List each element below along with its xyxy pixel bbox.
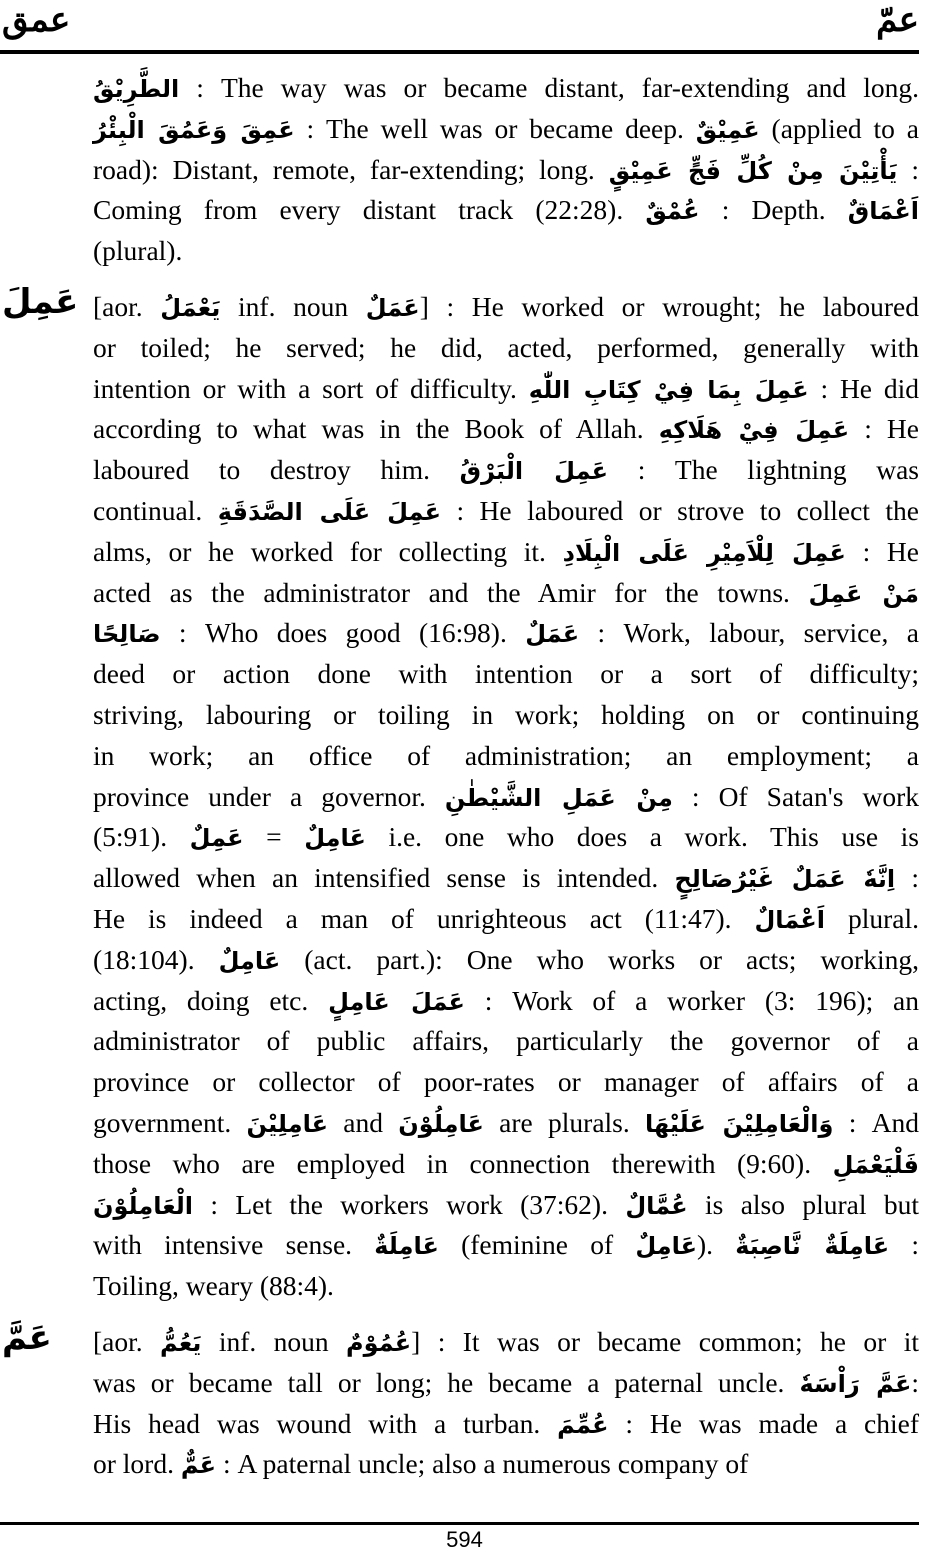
arabic-term: عَمِلٌ [189, 824, 244, 853]
english-text: ). [697, 1229, 736, 1261]
english-text: : He did [808, 372, 919, 404]
english-text: = [243, 821, 305, 853]
text-line [93, 899, 919, 940]
english-text: administrator of public affairs, particularly the governor of a [93, 1025, 919, 1057]
text-line [93, 409, 919, 450]
arabic-term: يَأْتِيْنَ مِنْ كُلِّ فَجٍّ عَمِيْقٍ [608, 156, 898, 185]
text-line [93, 940, 919, 981]
arabic-term: وَالْعَامِلِيْنَ عَلَيْهَا [645, 1109, 834, 1138]
arabic-term: عَمَلٌ [525, 620, 580, 649]
arabic-term: عَامِلٌ [635, 1232, 697, 1261]
text-line [93, 1444, 919, 1485]
english-text: inf. noun [201, 1326, 347, 1357]
text-line [93, 573, 919, 614]
text-line [93, 736, 919, 777]
arabic-term: عَامِلٌ [304, 824, 366, 853]
text-line [93, 981, 919, 1022]
arabic-term: صَالِحًا [93, 620, 161, 649]
text-line [93, 328, 919, 369]
text-line [93, 231, 919, 272]
english-text: Coming from every distant track (22:28). [93, 194, 646, 226]
arabic-term: الْعَامِلُوْنَ [93, 1191, 193, 1220]
text-line [93, 1021, 919, 1062]
english-text: allowed when an intensified sense is intended. [93, 862, 675, 894]
arabic-term: اَعْمَالٌ [754, 905, 826, 934]
text-line [93, 109, 919, 150]
arabic-term: عَمَلٌ [365, 294, 420, 322]
text-line [93, 695, 919, 736]
arabic-term: عَمِلَ بِمَا فِيْ كِتَابِ اللّٰهِ [528, 375, 809, 404]
arabic-term: عَمٌّ [180, 1451, 217, 1480]
top-rule [0, 50, 919, 54]
english-text: acted as the administrator and the Amir for the towns. [93, 576, 809, 608]
text-line [93, 1363, 919, 1404]
english-text: deed or action done with intention or a sort of difficulty; [93, 658, 919, 690]
bottom-rule [0, 1522, 919, 1525]
english-text: : Let the workers work (37:62). [192, 1188, 626, 1220]
english-text: intention or with a sort of difficulty. [93, 372, 529, 404]
text-line [93, 1225, 919, 1266]
text-line [93, 777, 919, 818]
english-text: ] : It was or became common; he or it [411, 1326, 919, 1357]
english-text: His head was wound with a turban. [93, 1407, 558, 1439]
english-text: : He [845, 535, 919, 567]
text-line [93, 150, 919, 191]
text-line [93, 613, 919, 654]
english-text: : Who does good (16:98). [160, 617, 526, 649]
english-text: (applied to a [759, 112, 919, 144]
headword-amma: عَمَّ [2, 1318, 52, 1358]
english-text: : [889, 1229, 919, 1261]
arabic-term: عَامِلُوْنَ [398, 1109, 484, 1138]
headword-amila: عَمِلَ [2, 282, 79, 322]
header-left-word: عمق [2, 2, 71, 39]
arabic-term: عَمِلَ لِلْاَمِيْرِ عَلَى الْبِلَادِ [562, 538, 846, 567]
arabic-term: عُمَّالٌ [625, 1191, 688, 1220]
arabic-term: عُمْقٌ [645, 197, 700, 226]
english-text: (5:91). [93, 821, 190, 853]
english-text: : [911, 1366, 919, 1398]
english-text: : Of Satan's work [672, 780, 919, 812]
english-text: those who are employed in connection therewith (9:60). [93, 1147, 833, 1179]
english-text: : And [833, 1106, 919, 1138]
english-text: plural. [825, 902, 919, 934]
english-text: He is indeed a man of unrighteous act (11:47). [93, 902, 755, 934]
text-line [93, 369, 919, 410]
english-text: with intensive sense. [93, 1229, 375, 1261]
arabic-term: عَمِلَ فِيْ هَلَاكِهِ [658, 416, 850, 445]
english-text: laboured to destroy him. [93, 454, 460, 486]
english-text: are plurals. [483, 1106, 646, 1138]
header-right-word: عمّ [876, 2, 919, 39]
arabic-term: عَامِلَةٌ [374, 1232, 439, 1261]
text-line [93, 654, 919, 695]
text-line [93, 68, 919, 109]
english-text: or toiled; he served; he did, acted, performed, generally with [93, 331, 919, 363]
arabic-term: عَامِلَةٌ نَّاصِبَةٌ [735, 1232, 890, 1261]
english-text: or lord. [93, 1448, 181, 1480]
english-text: ] : He worked or wrought; he laboured [419, 291, 919, 322]
text-line [93, 1144, 919, 1185]
arabic-term: عَمَلَ عَامِلٍ [328, 987, 465, 1016]
text-line [93, 532, 919, 573]
arabic-term: اَعْمَاقٌ [847, 197, 919, 226]
text-line [93, 1062, 919, 1103]
english-text: (18:104). [93, 943, 219, 975]
text-line [93, 1266, 919, 1307]
english-text: alms, or he worked for collecting it. [93, 535, 563, 567]
english-text: : [895, 862, 920, 894]
english-text: (feminine of [438, 1229, 636, 1261]
english-text: (act. part.): One who works or acts; working, [280, 943, 919, 975]
english-text: was or became tall or long; he became a paternal uncle. [93, 1366, 800, 1398]
arabic-term: يَعُمُّ [160, 1329, 202, 1357]
english-text: : Depth. [699, 194, 848, 226]
arabic-term: فَلْيَعْمَلِ [832, 1150, 919, 1179]
text-line [93, 1404, 919, 1445]
entry-amma [93, 1322, 919, 1485]
english-text: and [327, 1106, 399, 1138]
english-text: in work; an office of administration; an employment; a [93, 739, 919, 771]
english-text: (plural). [93, 235, 183, 267]
text-line [93, 817, 919, 858]
text-line [93, 1103, 919, 1144]
arabic-term: عَمِلَ عَلَى الصَّدَقَةِ [217, 497, 441, 526]
arabic-term: عَامِلِيْنَ [246, 1109, 328, 1138]
text-line [93, 858, 919, 899]
text-line [93, 1322, 919, 1363]
english-text: [aor. [93, 291, 161, 322]
english-text: : The well was or became deep. [294, 112, 696, 144]
english-text: i.e. one who does a work. This use is [365, 821, 920, 853]
text-line [93, 190, 919, 231]
text-line [93, 491, 919, 532]
english-text: road): Distant, remote, far-extending; long. [93, 153, 609, 185]
arabic-term: عَمَّ رَاْسَهٗ [799, 1369, 912, 1398]
entry-amuqa-continuation [93, 68, 919, 272]
english-text: [aor. [93, 1326, 161, 1357]
arabic-term: الطَّرِيْقُ [93, 75, 180, 103]
english-text: province or collector of poor-rates or manager of affairs of a [93, 1066, 919, 1098]
page-number: 594 [446, 1527, 483, 1552]
text-line [93, 450, 919, 491]
text-line [93, 1185, 919, 1226]
arabic-term: عَامِلٌ [218, 946, 281, 975]
arabic-term: عَمِيْقٌ [695, 115, 760, 144]
english-text: acting, doing etc. [93, 984, 329, 1016]
entry-amila [93, 287, 919, 1307]
arabic-term: عَمِلَ الْبَرْقُ [459, 457, 609, 486]
english-text: : Work, labour, service, a [579, 617, 919, 649]
english-text: : A paternal uncle; also a numerous company of [216, 1448, 749, 1480]
english-text: is also plural but [687, 1188, 919, 1220]
arabic-term: يَعْمَلُ [160, 294, 221, 322]
arabic-term: عُمِّمَ [557, 1410, 609, 1439]
english-text: government. [93, 1106, 247, 1138]
english-text: continual. [93, 494, 218, 526]
english-text: : He laboured or strove to collect the [440, 494, 920, 526]
english-text: striving, labouring or toiling in work; holding on or continuing [93, 698, 919, 730]
english-text: : [897, 153, 919, 185]
arabic-term: اِنَّهٗ عَمَلٌ غَيْرُصَالِحٍ [674, 865, 896, 894]
english-text: : The way was or became distant, far-extending and long. [179, 72, 919, 103]
english-text: : He [849, 413, 919, 445]
english-text: inf. noun [220, 291, 366, 322]
english-text: according to what was in the Book of Allah. [93, 413, 659, 445]
text-line [93, 287, 919, 328]
english-text: : He was made a chief [608, 1407, 919, 1439]
arabic-term: مَنْ عَمِلَ [808, 579, 920, 608]
english-text: Toiling, weary (88:4). [93, 1270, 334, 1302]
english-text: : The lightning was [608, 454, 919, 486]
english-text: : Work of a worker (3: 196); an [464, 984, 919, 1016]
english-text: province under a governor. [93, 780, 445, 812]
arabic-term: عَمِقَ وَعَمُقَ الْبِئْرُ [93, 115, 295, 144]
arabic-term: عُمُوْمٌ [346, 1329, 412, 1357]
arabic-term: مِنْ عَمَلِ الشَّيْطٰنِ [444, 783, 673, 812]
